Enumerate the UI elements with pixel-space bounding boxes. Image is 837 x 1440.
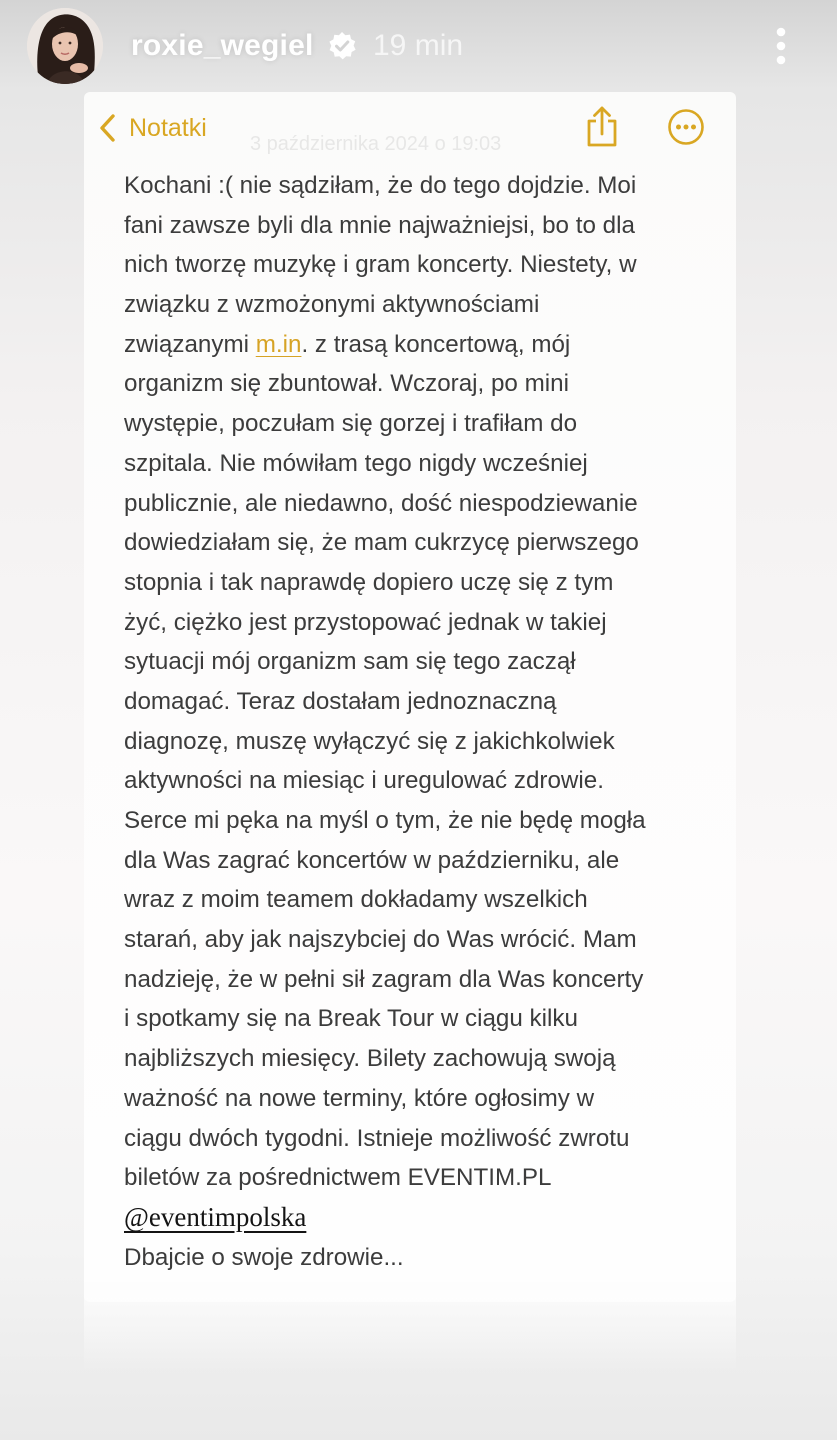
eventimpolska-mention[interactable]: @eventimpolska	[124, 1201, 307, 1232]
note-line: szpitala. Nie mówiłam tego nigdy wcześniej	[124, 449, 588, 477]
chevron-left-icon	[97, 111, 119, 145]
note-line: nich tworzę muzykę i gram koncerty. Niestety, w	[124, 251, 637, 279]
m-in-link[interactable]: m.in	[255, 330, 302, 358]
note-line: dla Was zagrać koncertów w październiku, ale	[124, 846, 620, 874]
story-time-ago: 19 min	[373, 29, 464, 62]
back-label: Notatki	[129, 114, 207, 142]
avatar-photo	[27, 8, 103, 84]
note-line: diagnozę, muszę wyłączyć się z jakichkolwiek	[124, 727, 615, 755]
note-date: 3 października 2024 o 19:03	[250, 133, 502, 155]
note-line: aktywności na miesiąc i uregulować zdrowie.	[124, 767, 604, 795]
story-username[interactable]: roxie_wegiel	[131, 29, 314, 62]
note-line-with-link	[124, 325, 704, 365]
note-line: wraz z moim teamem dokładamy wszelkich	[124, 886, 588, 914]
story-header	[0, 0, 837, 92]
verified-badge-icon	[327, 31, 357, 61]
note-line: związku z wzmożonymi aktywnościami	[124, 291, 540, 319]
note-line: nadzieję, że w pełni sił zagram dla Was koncerty	[124, 965, 644, 993]
share-icon[interactable]	[585, 104, 619, 148]
note-text: . z trasą koncertową, mój	[301, 330, 571, 358]
note-line: biletów za pośrednictwem EVENTIM.PL	[124, 1164, 552, 1192]
note-line: publicznie, ale niedawno, dość niespodziewanie	[124, 489, 638, 517]
note-line: występie, poczułam się gorzej i trafiłam do	[124, 410, 578, 438]
note-line: sytuacji mój organizm sam się tego zaczął	[124, 648, 576, 676]
note-line: żyć, ciężko jest przystopować jednak w takiej	[124, 608, 607, 636]
note-text: związanymi	[124, 330, 256, 358]
note-line: fani zawsze byli dla mnie najważniejsi, bo to dla	[124, 211, 635, 239]
note-line: ważność na nowe terminy, które ogłosimy w	[124, 1084, 595, 1112]
note-line: Kochani :( nie sądziłam, że do tego dojdzie. Moi	[124, 172, 637, 199]
more-vertical-icon[interactable]	[770, 24, 792, 68]
note-line: dowiedziałam się, że mam cukrzycę pierwszego	[124, 529, 639, 557]
note-line: i spotkamy się na Break Tour w ciągu kilku	[124, 1005, 578, 1033]
note-line: domagać. Teraz dostałam jednoznaczną	[124, 687, 557, 715]
note-line: stopnia i tak naprawdę dopiero uczę się z tym	[124, 568, 614, 596]
ellipsis-circle-icon[interactable]	[667, 108, 705, 146]
note-body	[124, 166, 704, 1277]
note-line: starań, aby jak najszybciej do Was wrócić. Mam	[124, 926, 637, 954]
note-line: Serce mi pęka na myśl o tym, że nie będę mogła	[124, 807, 646, 834]
note-line: Dbajcie o swoje zdrowie...	[124, 1243, 404, 1271]
back-button[interactable]	[97, 110, 207, 146]
avatar[interactable]	[27, 8, 103, 84]
note-line: organizm się zbuntował. Wczoraj, po mini	[124, 370, 569, 398]
mention-line	[124, 1198, 704, 1238]
note-line: najbliższych miesięcy. Bilety zachowują swoją	[124, 1045, 616, 1073]
note-line: ciągu dwóch tygodni. Istnieje możliwość zwrotu	[124, 1124, 630, 1152]
